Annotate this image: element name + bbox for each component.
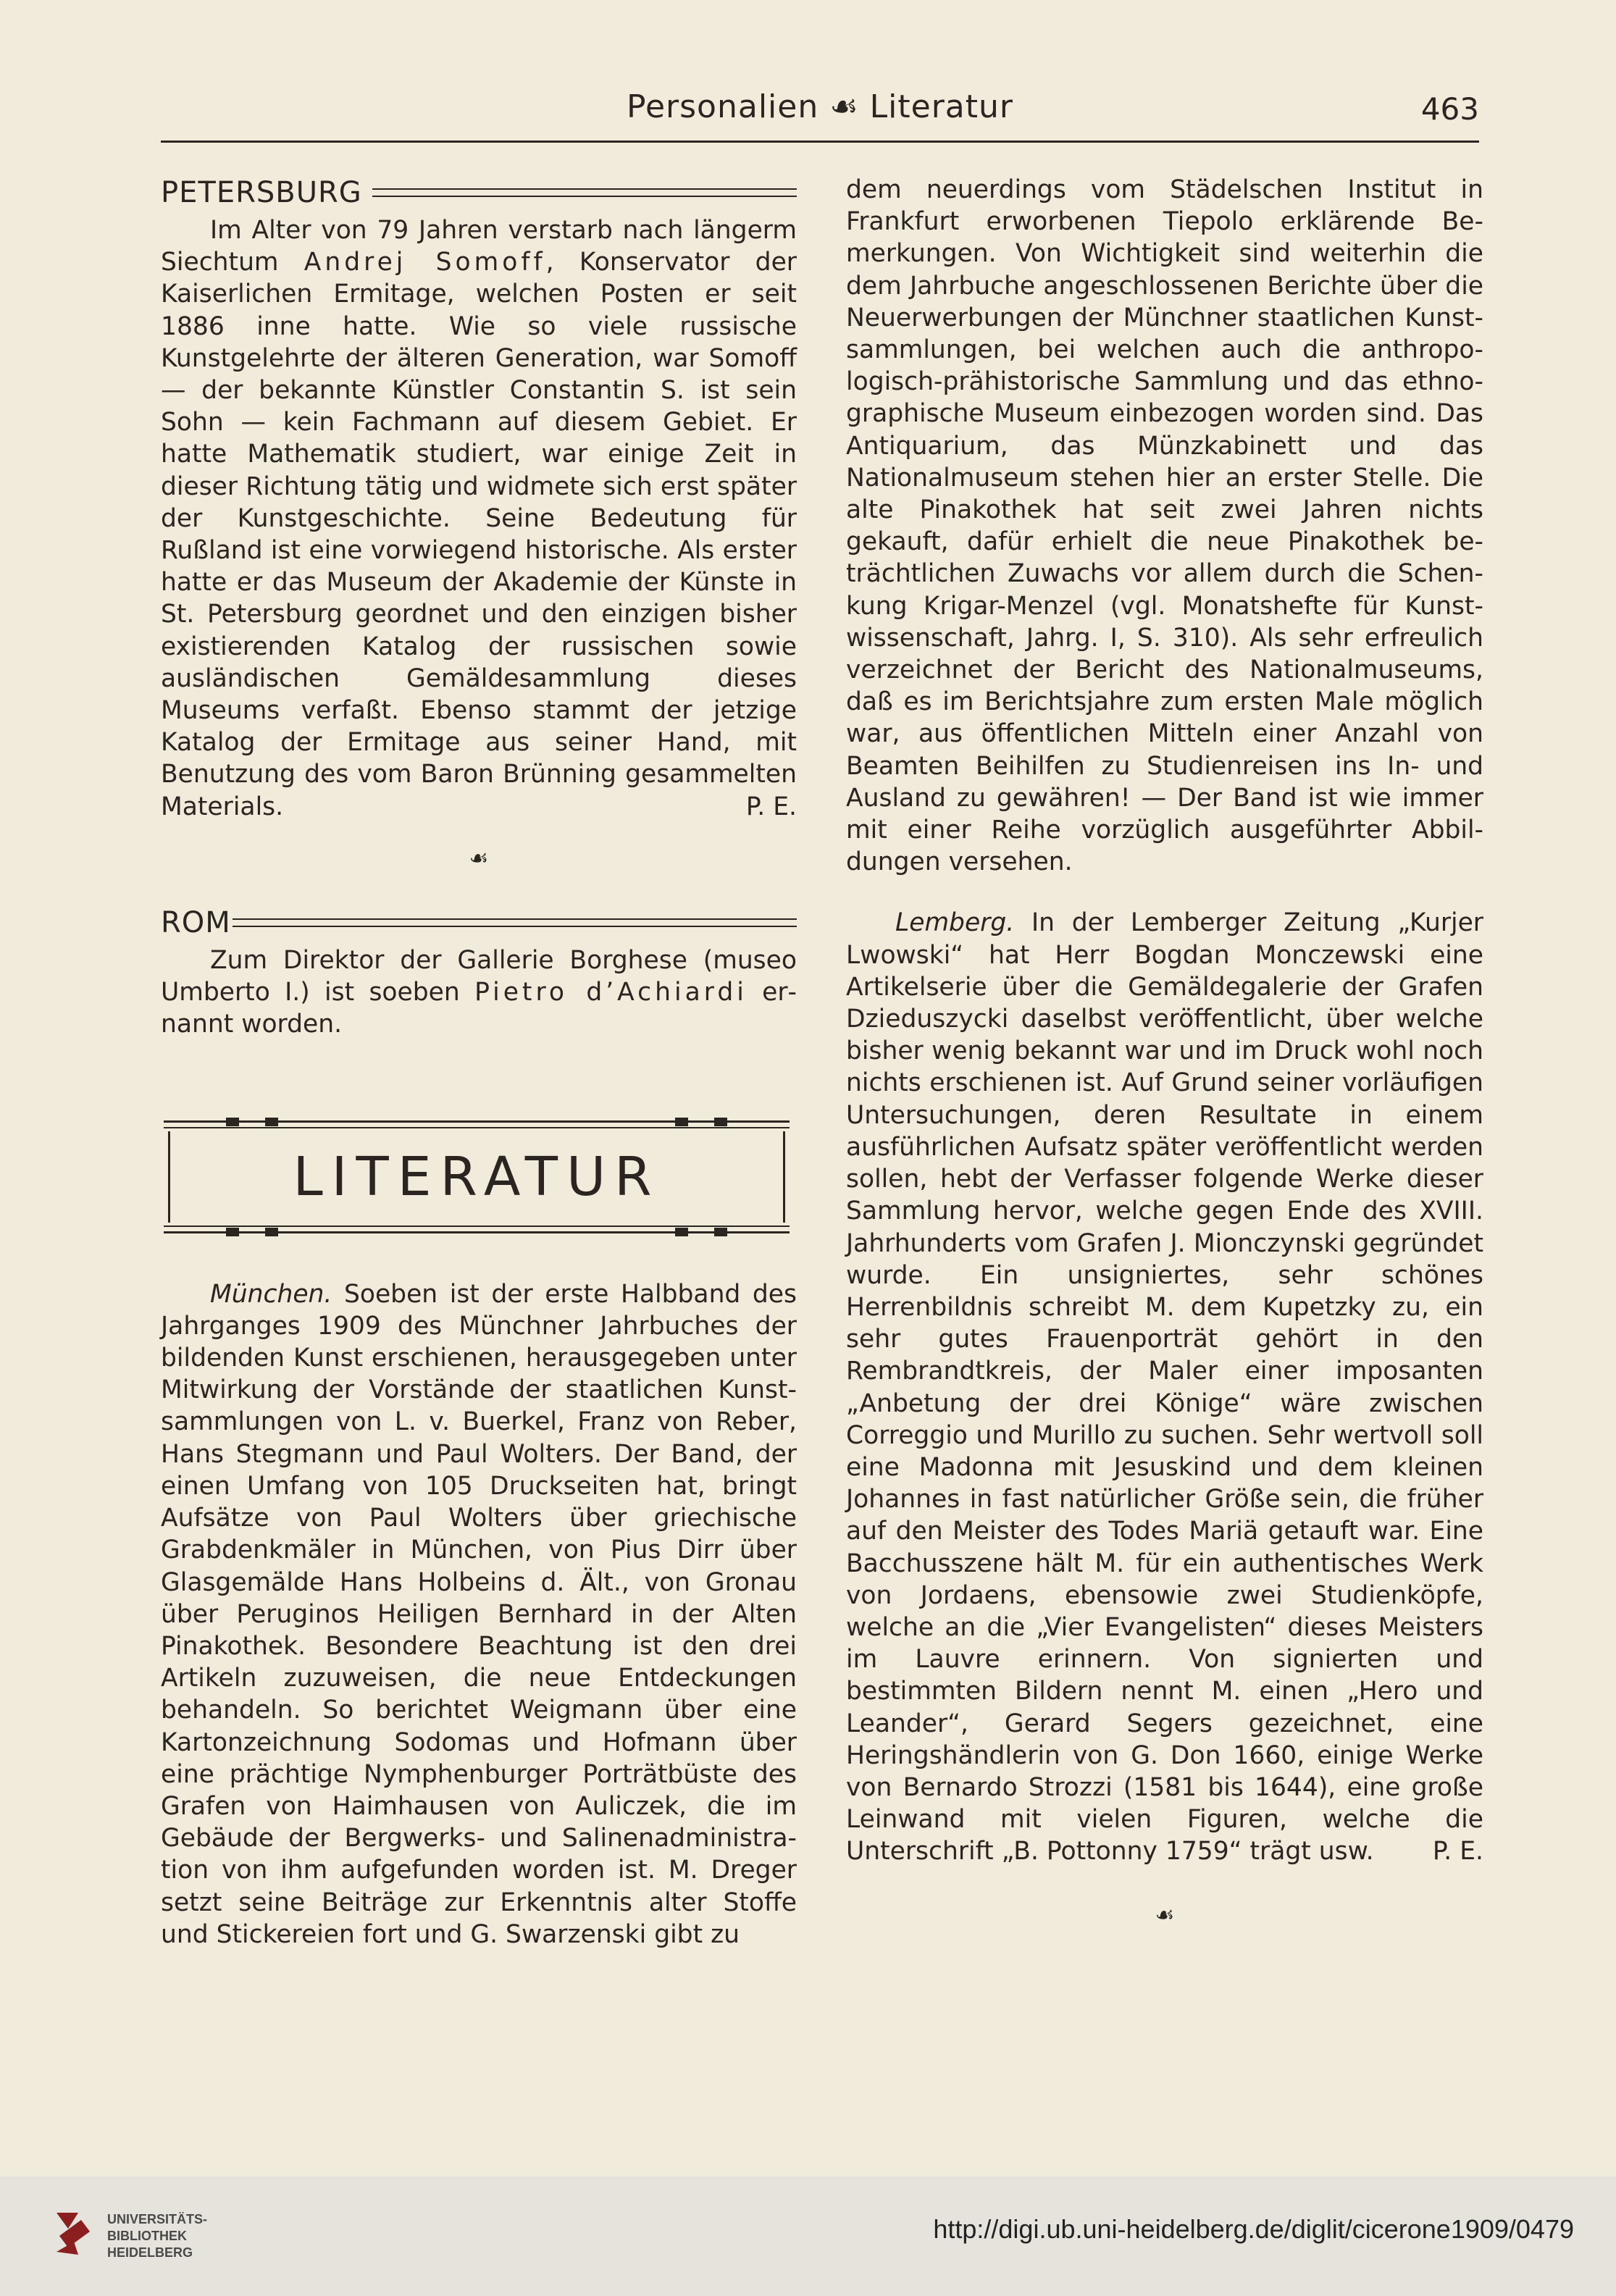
place-name: Lemberg. bbox=[895, 908, 1015, 938]
library-name bbox=[107, 2211, 207, 2261]
ornament-divider: ☙ bbox=[1155, 1902, 1175, 1928]
person-name: Andrej Somoff bbox=[303, 248, 546, 277]
text-run: Soeben ist der erste Halbband des Jahrganges 1909 des Münchner Jahrbuches der bildenden Kunst erschienen, herausgegeben unter Mitwirkung der Vorstände der staatlichen Kunstsammlungen von L. v. Buerkel, Franz von Reber, Hans Stegmann und Paul Wolters. Der Band, der einen Umfang von 105 Druckseiten hat, bringt Aufsätze von Paul Wolters über griechische Grabdenkmäler in München, von Pius Dirr über Glasgemälde Hans Holbeins d. Ält., von Gronau über Peruginos Heiligen Bernhard in der Alten Pinakothek. Besondere Beachtung ist den drei Artikeln zuzuweisen, die neue Entdeckungen behandeln. So berichtet Weigmann über eine Kartonzeichnung Sodomas und Hofmann über eine prächtige Nymphenburger Porträtbüste des Grafen von Haimhausen von Auliczek, die im Gebäude der Bergwerks- und Salinenadministration von ihm aufgefunden worden ist. M. Dreger setzt seine Beiträge zur Erkenntnis alter Stoffe und Stickereien fort und G. Swarzenski gibt zu bbox=[161, 1279, 797, 1949]
running-header bbox=[161, 88, 1479, 146]
text-run: Im Alter von 79 Jahren verstarb nach längerm Siechtum bbox=[161, 216, 797, 277]
rule-knot bbox=[675, 1228, 688, 1236]
literatur-title-box bbox=[164, 1120, 790, 1233]
rule-knot bbox=[226, 1118, 239, 1126]
heading-label: ROM bbox=[161, 905, 231, 939]
header-title: Personalien ☙ Literatur bbox=[627, 88, 1013, 125]
header-rule bbox=[161, 141, 1479, 143]
text-run: , Konservator der Kaiserlichen Ermitage, welchen Posten er seit 1886 inne hatte. Wie so viele russische Kunstgelehrte der älteren Generation, war Somoff — der bekannte Künstler Constantin S. ist sein Sohn — kein Fachmann auf diesem Gebiet. Er hatte Mathematik studiert, war einige Zeit in dieser Richtung tätig und widmete sich erst später der Kunstgeschichte. Seine Bedeutung für Rußland ist eine vorwiegend historische. Als erster hatte er das Museum der Akademie der Künste in St. Petersburg geordnet und den einzigen bisher existierenden Katalog der russischen sowie ausländischen Gemäldesammlung dieses Museums verfaßt. Ebenso stammt der jetzige Katalog der Ermitage aus seiner Hand, mit Benutzung des vom Baron Brünning gesammelten Materials. bbox=[161, 248, 797, 821]
paragraph-lemberg bbox=[846, 907, 1483, 1867]
university-library-logo-icon bbox=[52, 2207, 94, 2261]
paragraph-rom bbox=[161, 944, 797, 1041]
section-heading-rom bbox=[161, 904, 797, 942]
right-column bbox=[846, 174, 1483, 1961]
signature: P. E. bbox=[745, 792, 797, 821]
place-name: München. bbox=[210, 1279, 332, 1309]
rule-knot bbox=[265, 1118, 278, 1126]
person-name: Pietro d’Achiardi bbox=[474, 978, 748, 1007]
permalink-url[interactable]: http://digi.ub.uni-heidelberg.de/diglit/cicerone1909/0479 bbox=[933, 2214, 1574, 2244]
paragraph-petersburg bbox=[161, 214, 797, 823]
rule-knot bbox=[226, 1228, 239, 1236]
section-heading-petersburg bbox=[161, 174, 797, 211]
rule-knot bbox=[265, 1228, 278, 1236]
rule-knot bbox=[675, 1118, 688, 1126]
literatur-title: LITERATUR bbox=[293, 1145, 661, 1208]
page-number: 463 bbox=[1420, 91, 1479, 127]
text-run: Zum Direktor der Gallerie Borghese (museo Umberto I.) ist soeben bbox=[161, 946, 797, 1007]
rule-knot bbox=[714, 1118, 727, 1126]
signature: P. E. bbox=[1432, 1837, 1483, 1866]
library-name-line: UNIVERSITÄTS- bbox=[107, 2212, 208, 2226]
paragraph-munchen-continued: dem neuerdings vom Städelschen Institut in Frankfurt erworbenen Tiepolo erklärende Bemerkungen. Von Wichtigkeit sind weiterhin die dem Jahrbuche angeschlossenen Berichte über die Neuerwerbungen der Münchner staatlichen Kunstsammlungen, bei welchen auch die anthropologisch-prähistorische Sammlung und das ethnographische Museum einbezogen worden sind. Das Antiquarium, das Münzkabinett und das Nationalmuseum stehen hier an erster Stelle. Die alte Pinakothek hat seit zwei Jahren nichts gekauft, dafür erhielt die neue Pinakothek beträchtlichen Zuwachs vor allem durch die Schenkung Krigar-Menzel (vgl. Monatshefte für Kunstwissenschaft, Jahrg. I, S. 310). Als sehr erfreulich verzeichnet der Bericht des Nationalmuseums, daß es im Berichtsjahre zum ersten Male möglich war, aus öffentlichen Mitteln einer Anzahl von Beamten Beihilfen zu Studienreisen ins In- und Ausland zu gewähren! — Der Band ist wie immer mit einer Reihe vorzüglich ausgeführter Abbildungen versehen. bbox=[846, 175, 1483, 877]
text-run: ernannt worden. bbox=[161, 978, 797, 1039]
rule-knot bbox=[714, 1228, 727, 1236]
ornament-divider: ☙ bbox=[469, 845, 489, 871]
library-footer bbox=[0, 2176, 1616, 2296]
heading-double-rule bbox=[372, 188, 797, 197]
heading-label: PETERSBURG bbox=[161, 175, 362, 209]
library-name-line: BIBLIOTHEK bbox=[107, 2229, 187, 2243]
left-column bbox=[161, 174, 797, 1951]
text-run: In der Lemberger Zeitung „Kurjer Lwowski“ hat Herr Bogdan Monczewski eine Artikelserie über die Gemäldegalerie der Grafen Dzieduszycki daselbst veröffentlicht, über welche bisher wenig bekannt war und im Druck wohl noch nichts erschienen ist. Auf Grund seiner vorläufigen Untersuchungen, deren Resultate in einem ausführlichen Aufsatz später veröffentlicht werden sollen, hebt der Verfasser folgende Werke dieser Sammlung hervor, welche gegen Ende des XVIII. Jahrhunderts vom Grafen J. Mionczynski gegründet wurde. Ein unsigniertes, sehr schönes Herrenbildnis schreibt M. dem Kupetzky zu, ein sehr gutes Frauenporträt gehört in den Rembrandtkreis, der Maler einer imposanten „Anbetung der drei Könige“ wäre zwischen Correggio und Murillo zu suchen. Sehr wertvoll soll eine Madonna mit Jesuskind und dem kleinen Johannes in fast natürlicher Größe sein, die früher auf den Meister des Todes Mariä getauft war. Eine Bacchusszene hält M. für ein authentisches Werk von Jordaens, ebensowie zwei Studienköpfe, welche an die „Vier Evangelisten“ dieses Meisters im Lauvre erinnern. Von signierten und bestimmten Bildern nennt M. einen „Hero und Leander“, Gerard Segers gezeichnet, eine Heringshändlerin von G. Don 1660, einige Werke von Bernardo Strozzi (1581 bis 1644), eine große Leinwand mit vielen Figuren, welche die Unterschrift „B. Pottonny 1759“ trägt usw. bbox=[846, 908, 1483, 1866]
library-name-line: HEIDELBERG bbox=[107, 2245, 193, 2260]
literatur-title-frame bbox=[168, 1131, 785, 1223]
heading-double-rule bbox=[233, 918, 797, 927]
paragraph-munchen bbox=[161, 1278, 797, 1951]
